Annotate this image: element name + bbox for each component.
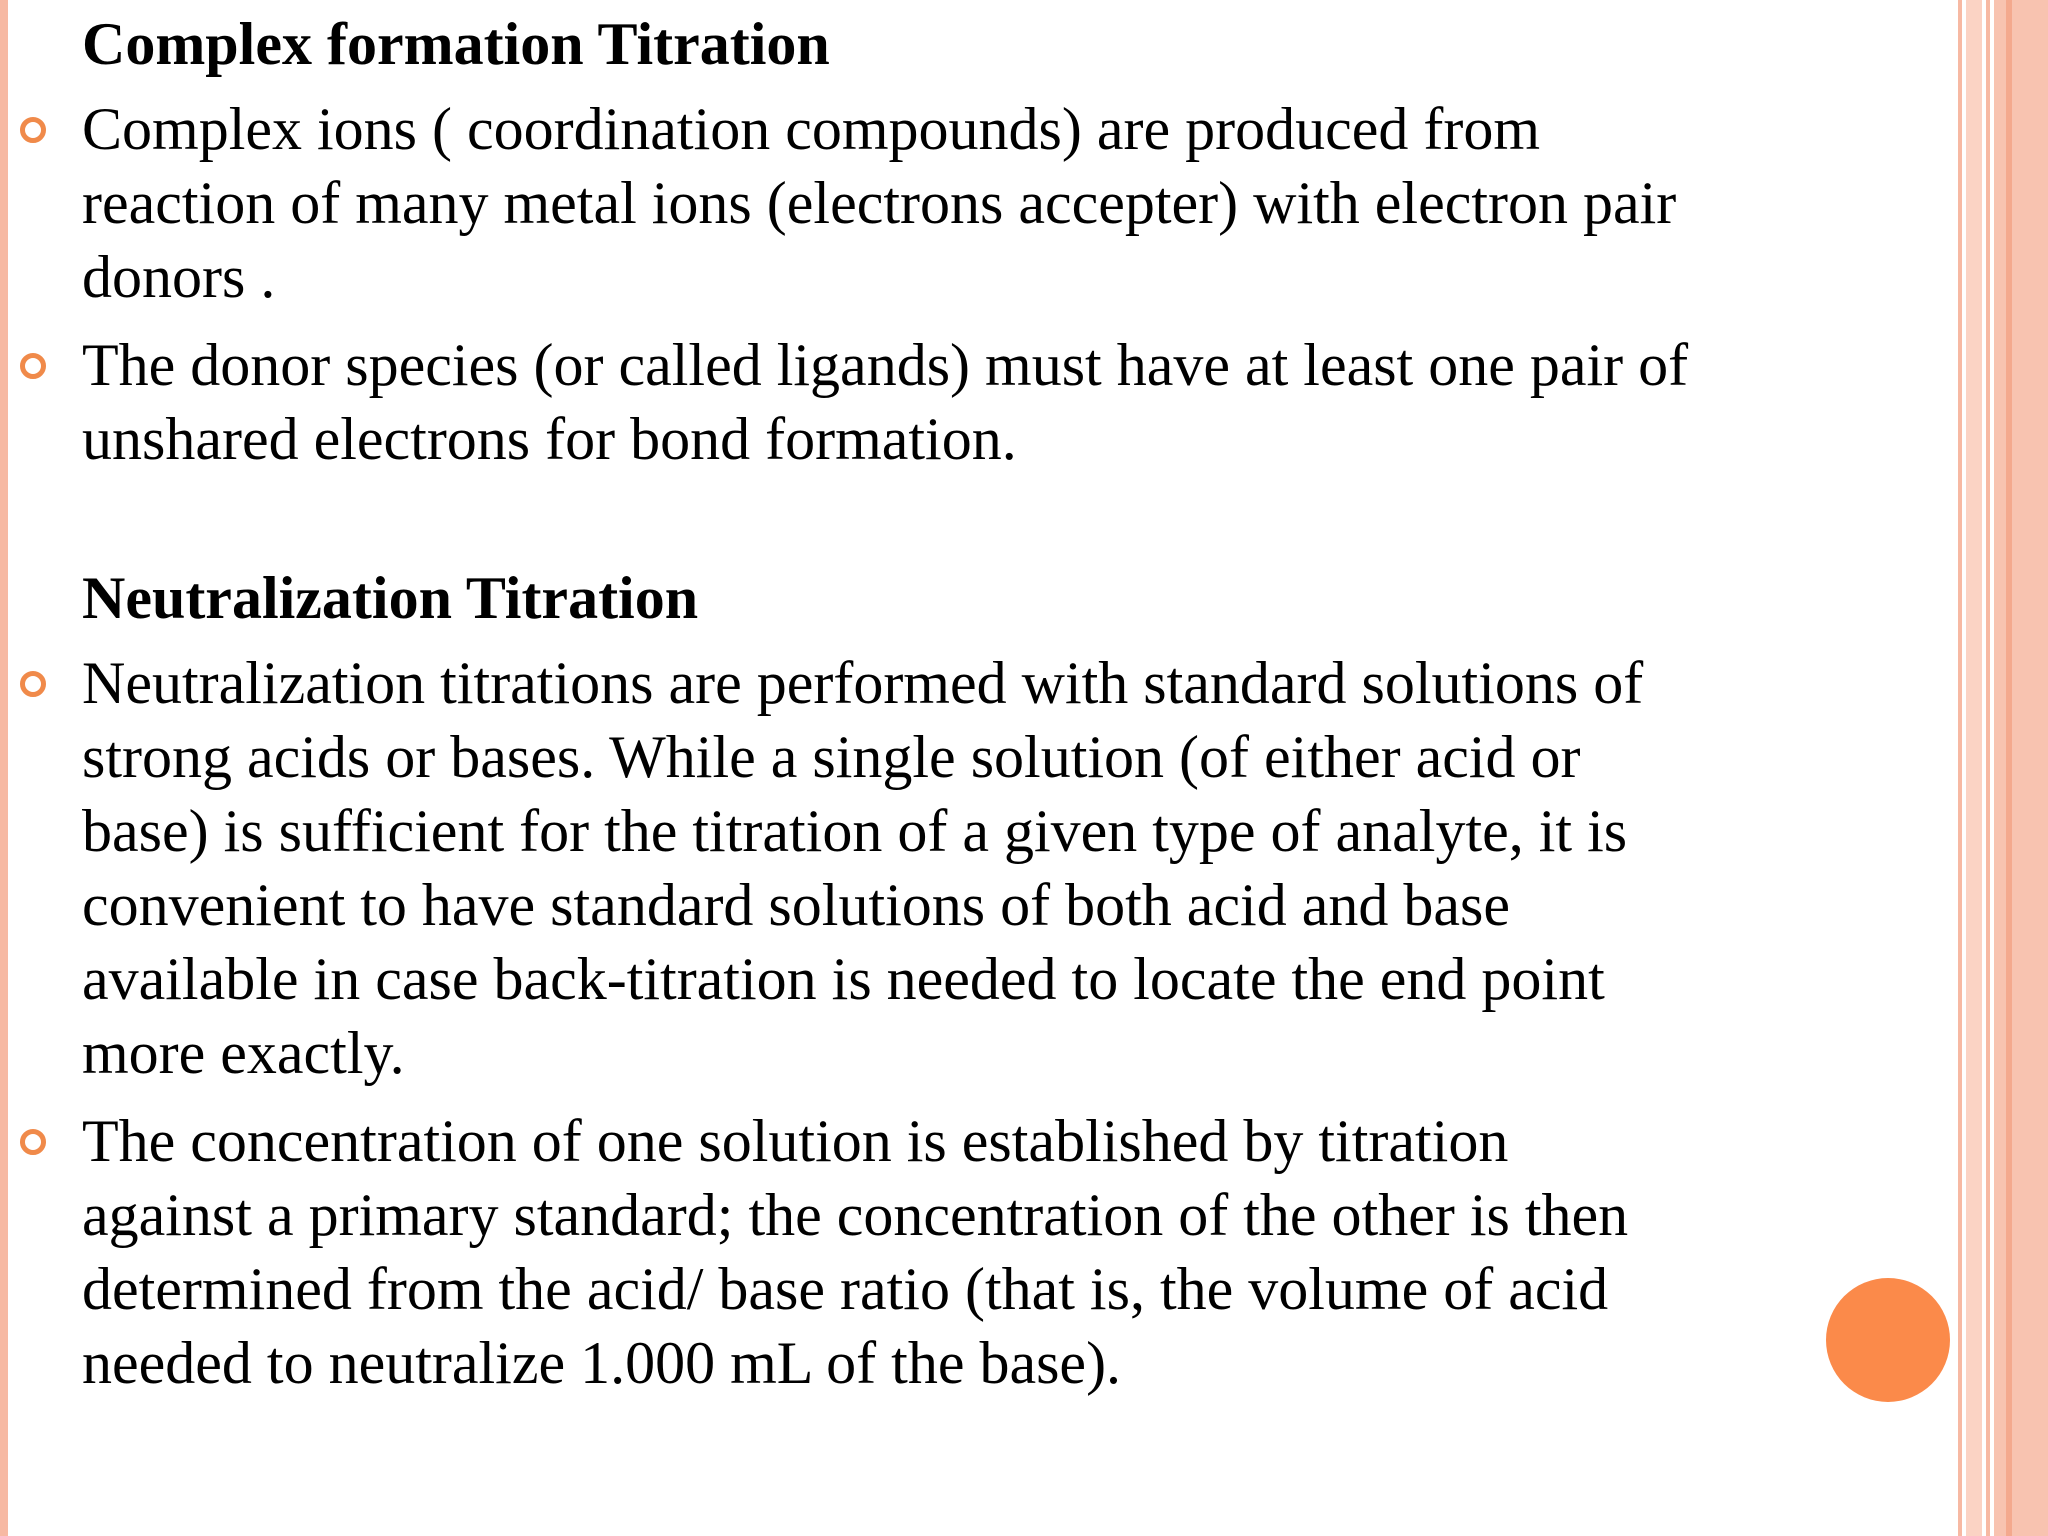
section-heading-complex-formation: Complex formation Titration [82,11,830,77]
bullet-line: more exactly. [82,1020,405,1086]
bullet-line: against a primary standard; the concentration of the other is then [82,1182,1629,1248]
bullet-complex-ions [0,92,1940,314]
slide-content [0,6,1940,1400]
bullet-neutralization-titrations [0,646,1940,1090]
orange-circle-decoration [1826,1278,1950,1402]
bullet-line: needed to neutralize 1.000 mL of the base). [82,1330,1122,1396]
bullet-line: donors . [82,244,276,310]
bullet-circle-icon [20,117,46,143]
bullet-line: determined from the acid/ base ratio (that is, the volume of acid [82,1256,1609,1322]
bullet-circle-icon [20,671,46,697]
right-stripe-decoration [1958,0,1962,1536]
bullet-line: Neutralization titrations are performed with standard solutions of [82,650,1644,716]
bullet-donor-species [0,328,1940,476]
bullet-circle-icon [20,353,46,379]
bullet-line: Complex ions ( coordination compounds) are produced from [82,96,1540,162]
bullet-circle-icon [20,1129,46,1155]
bullet-line: The donor species (or called ligands) must have at least one pair of [82,332,1689,398]
bullet-concentration [0,1104,1940,1400]
bullet-line: unshared electrons for bond formation. [82,406,1017,472]
right-stripe-decoration [1966,0,1982,1536]
bullet-line: available in case back-titration is needed to locate the end point [82,946,1605,1012]
bullet-line: The concentration of one solution is established by titration [82,1108,1509,1174]
section-heading-neutralization: Neutralization Titration [82,565,699,631]
right-stripe-decoration [1986,0,1990,1536]
bullet-line: convenient to have standard solutions of both acid and base [82,872,1510,938]
bullet-line: reaction of many metal ions (electrons accepter) with electron pair [82,170,1677,236]
right-stripe-decoration [2006,0,2012,1536]
bullet-line: strong acids or bases. While a single solution (of either acid or [82,724,1581,790]
right-stripe-decoration [1994,0,2048,1536]
bullet-line: base) is sufficient for the titration of a given type of analyte, it is [82,798,1628,864]
